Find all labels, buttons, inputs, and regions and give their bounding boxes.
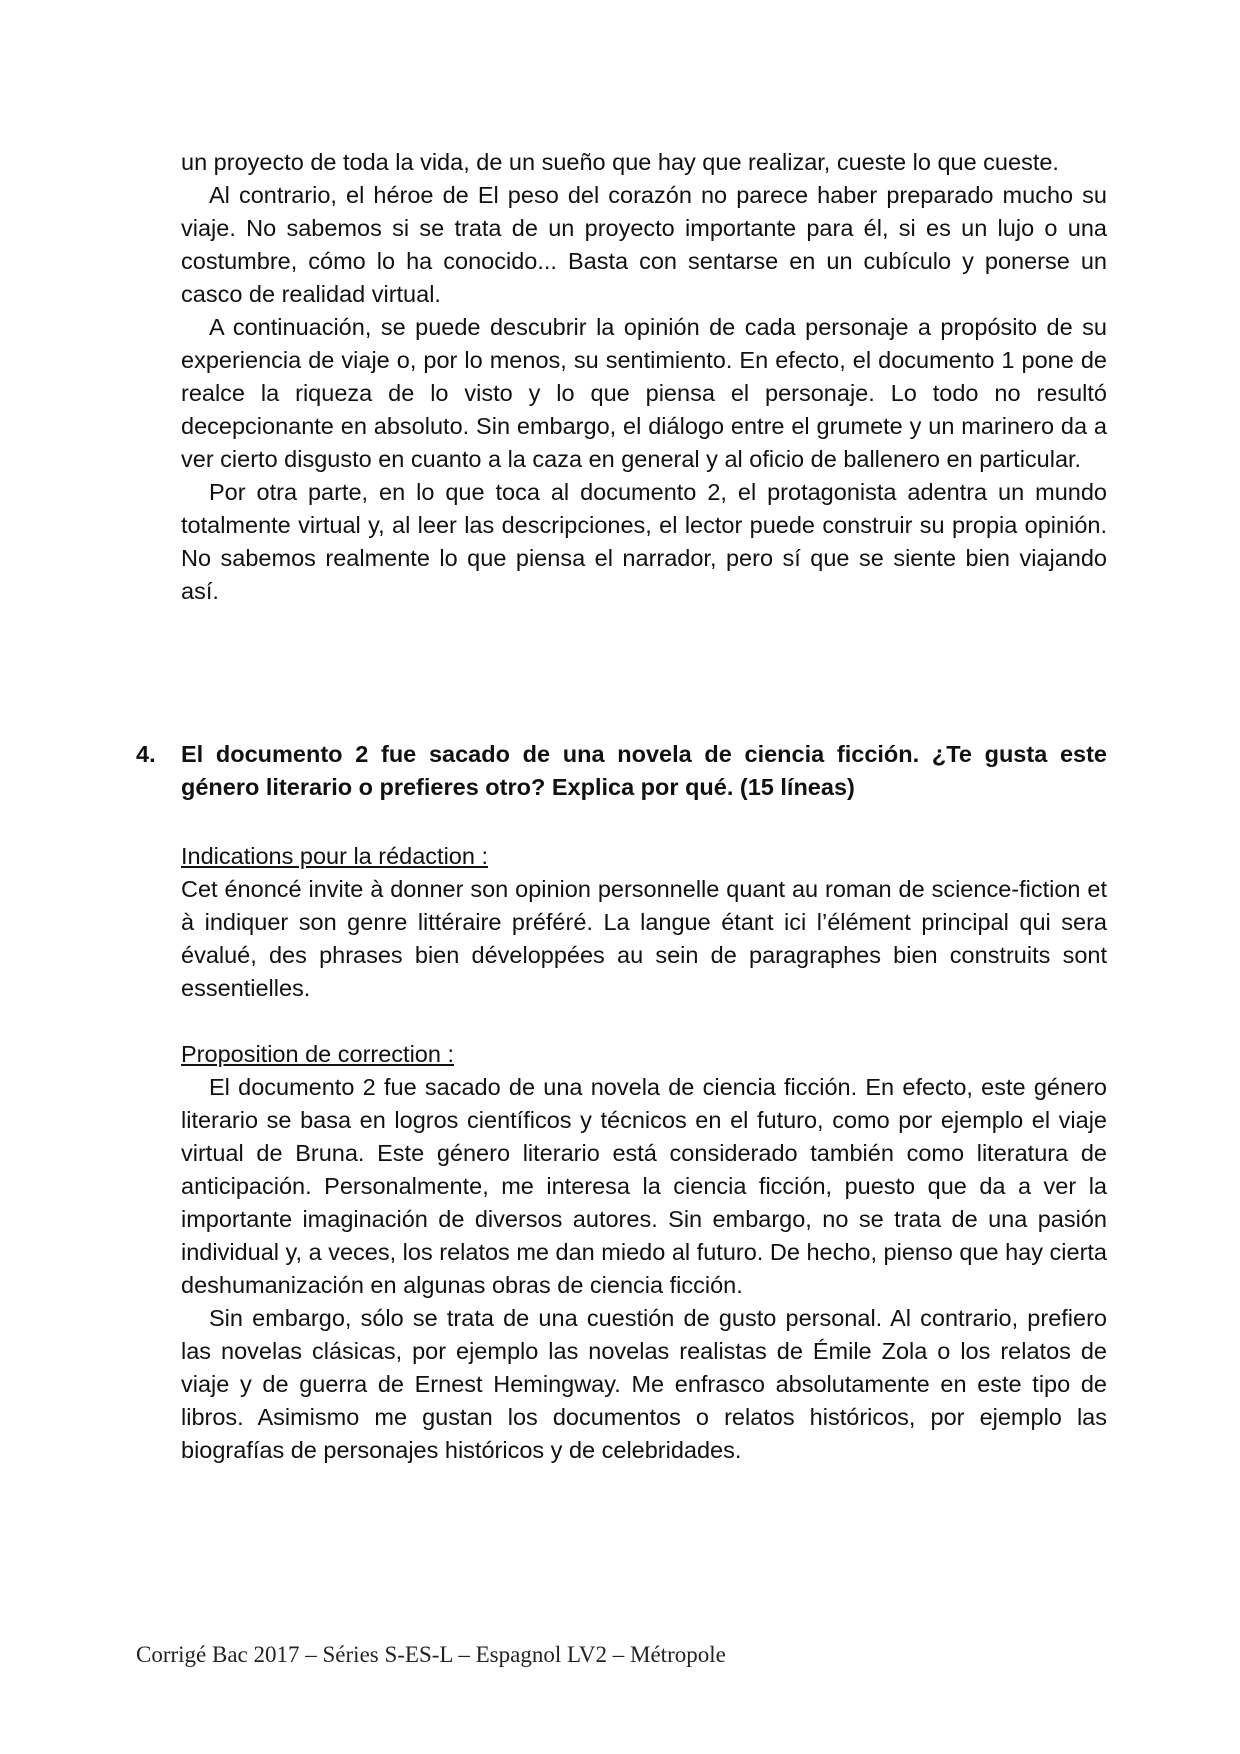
paragraph-heroe-peso-corazon: Al contrario, el héroe de El peso del corazón no parece haber preparado mucho su viaje. No sabemos si se trata de un proyecto importante para él, si es un lujo o una costumbre, cómo lo ha conocido... Basta con sentarse en un cubículo y ponerse un casco de realidad virtual. (181, 182, 1107, 307)
page-footer: Corrigé Bac 2017 – Séries S-ES-L – Espagnol LV2 – Métropole (136, 1642, 726, 1667)
indications-heading: Indications pour la rédaction : (181, 843, 488, 869)
correction-heading: Proposition de correction : (181, 1041, 455, 1067)
section-3-continuation (181, 146, 1107, 608)
question-4 (136, 738, 1107, 804)
indications-section (181, 840, 1107, 1005)
paragraph-documento-2: Por otra parte, en lo que toca al documento 2, el protagonista adentra un mundo totalmente virtual y, al leer las descripciones, el lector puede construir su propia opinión. No sabemos realmente lo que piensa el narrador, pero sí que se siente bien viajando así. (181, 479, 1107, 604)
indications-text: Cet énoncé invite à donner son opinion personnelle quant au roman de science-fiction et à indiquer son genre littéraire préféré. La langue étant ici l’élément principal qui sera évalué, des phrases bien développées au sein de paragraphes bien construits sont essentielles. (181, 876, 1107, 1001)
paragraph-opinion-personaje: A continuación, se puede descubrir la opinión de cada personaje a propósito de su experiencia de viaje o, por lo menos, su sentimiento. En efecto, el documento 1 pone de realce la riqueza de lo visto y lo que piensa el personaje. Lo todo no resultó decepcionante en absoluto. Sin embargo, el diálogo entre el grumete y un marinero da a ver cierto disgusto en cuanto a la caza en general y al oficio de ballenero en particular. (181, 314, 1107, 472)
correction-paragraph-2: Sin embargo, sólo se trata de una cuestión de gusto personal. Al contrario, prefiero las novelas clásicas, por ejemplo las novelas realistas de Émile Zola o los relatos de viaje y de guerra de Ernest Hemingway. Me enfrasco absolutamente en este tipo de libros. Asimismo me gustan los documentos o relatos históricos, por ejemplo las biografías de personajes históricos y de celebridades. (181, 1305, 1107, 1463)
correction-section (181, 1038, 1107, 1467)
correction-paragraph-1: El documento 2 fue sacado de una novela de ciencia ficción. En efecto, este género literario se basa en logros científicos y técnicos en el futuro, como por ejemplo el viaje virtual de Bruna. Este género literario está considerado también como literatura de anticipación. Personalmente, me interesa la ciencia ficción, puesto que da a ver la importante imaginación de diversos autores. Sin embargo, no se trata de una pasión individual y, a veces, los relatos me dan miedo al futuro. De hecho, pienso que hay cierta deshumanización en algunas obras de ciencia ficción. (181, 1074, 1107, 1298)
question-text: El documento 2 fue sacado de una novela de ciencia ficción. ¿Te gusta este género literario o prefieres otro? Explica por qué. (15 líneas) (181, 741, 1107, 800)
paragraph-continuation: un proyecto de toda la vida, de un sueño que hay que realizar, cueste lo que cueste. (181, 149, 1059, 175)
question-number: 4. (136, 741, 156, 767)
